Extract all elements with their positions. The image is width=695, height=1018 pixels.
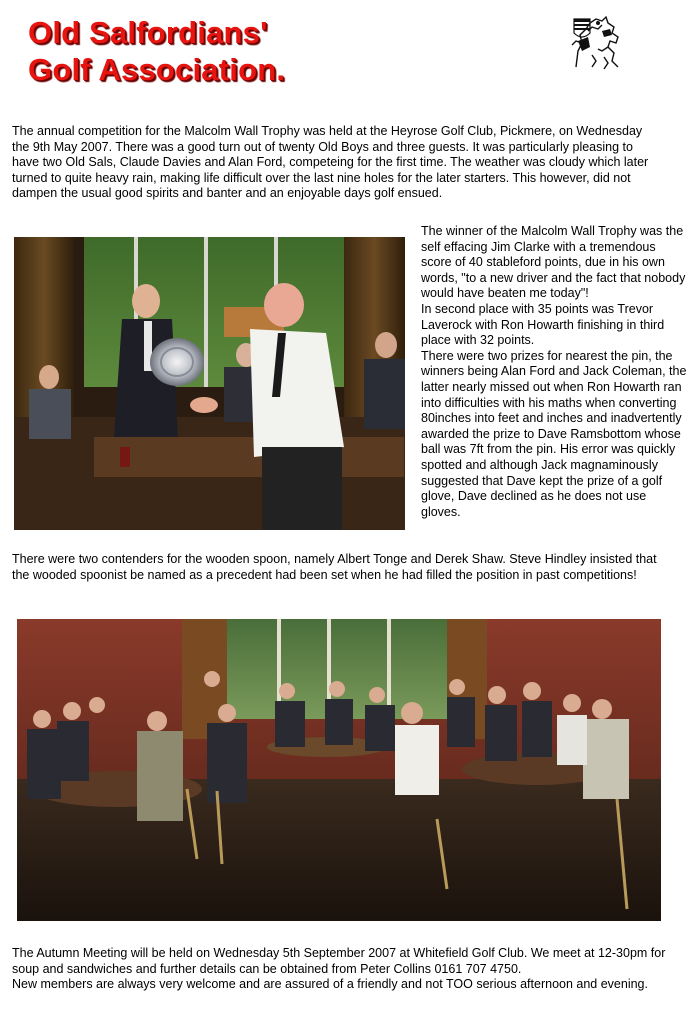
nearest-pin-paragraph: There were two prizes for nearest the pin, the <box>421 348 673 363</box>
autumn-meeting-notice <box>12 946 672 993</box>
new-members-welcome: New members are always very welcome and are assured of a friendly and not TOO serious afternoon and evening. <box>12 977 648 992</box>
lion-crest-logo <box>568 11 628 73</box>
wooden-spoon-paragraph: There were two contenders for the wooden spoon, namely Albert Tonge and Derek Shaw. Steve Hindley insisted that the wooded spoonist be named as a precedent had been set when he had filled the position in past competitions! <box>12 552 657 582</box>
page-title-line-1: Old Salfordians' <box>28 15 268 50</box>
group-dinner-photo <box>17 619 661 921</box>
second-place-paragraph: In second place with 35 points was Trevor Laverock with Ron Howarth finishing in third place with 32 points. <box>421 301 665 348</box>
nearest-pin-winners-paragraph: winners being Alan Ford and Jack Coleman, the latter nearly missed out when Ron Howarth ran into difficulties with his maths when converting 80inches into feet and inches and inadvertently awarded the prize to Dave Ramsbottom whose ball was 7ft from the pin. His error was quickly spotted and although Jack magnaminously suggested that Dave kept the prize of a golf glove, Dave declined as he does not use gloves. <box>421 364 687 519</box>
results-column <box>421 224 689 520</box>
page-title-line-2: Golf Association. <box>28 52 286 87</box>
trophy-presentation-photo <box>14 237 405 530</box>
intro-paragraph: The annual competition for the Malcolm Wall Trophy was held at the Heyrose Golf Club, Pickmere, on Wednesday the 9th May 2007. There was a good turn out of twenty Old Boys and three guests. It was particularly pleasing to have two Old Sals, Claude Davies and Alan Ford, competeing for the first time. The weather was cloudy which later turned to quite heavy rain, making life difficult over the last nine holes for the later starters. This however, did not dampen the usual good spirits and banter and an enjoyable days golf ensued. <box>12 124 649 201</box>
winner-paragraph: The winner of the Malcolm Wall Trophy was the self effacing Jim Clarke with a tremendous score of 40 stableford points, due in his own words, "to a new driver and the fact that nobody would have beaten me today"! <box>421 224 686 301</box>
autumn-meeting-details: The Autumn Meeting will be held on Wednesday 5th September 2007 at Whitefield Golf Club. We meet at 12-30pm for soup and sandwiches and further details can be obtained from Peter Collins 0161 707 4750. <box>12 946 666 976</box>
